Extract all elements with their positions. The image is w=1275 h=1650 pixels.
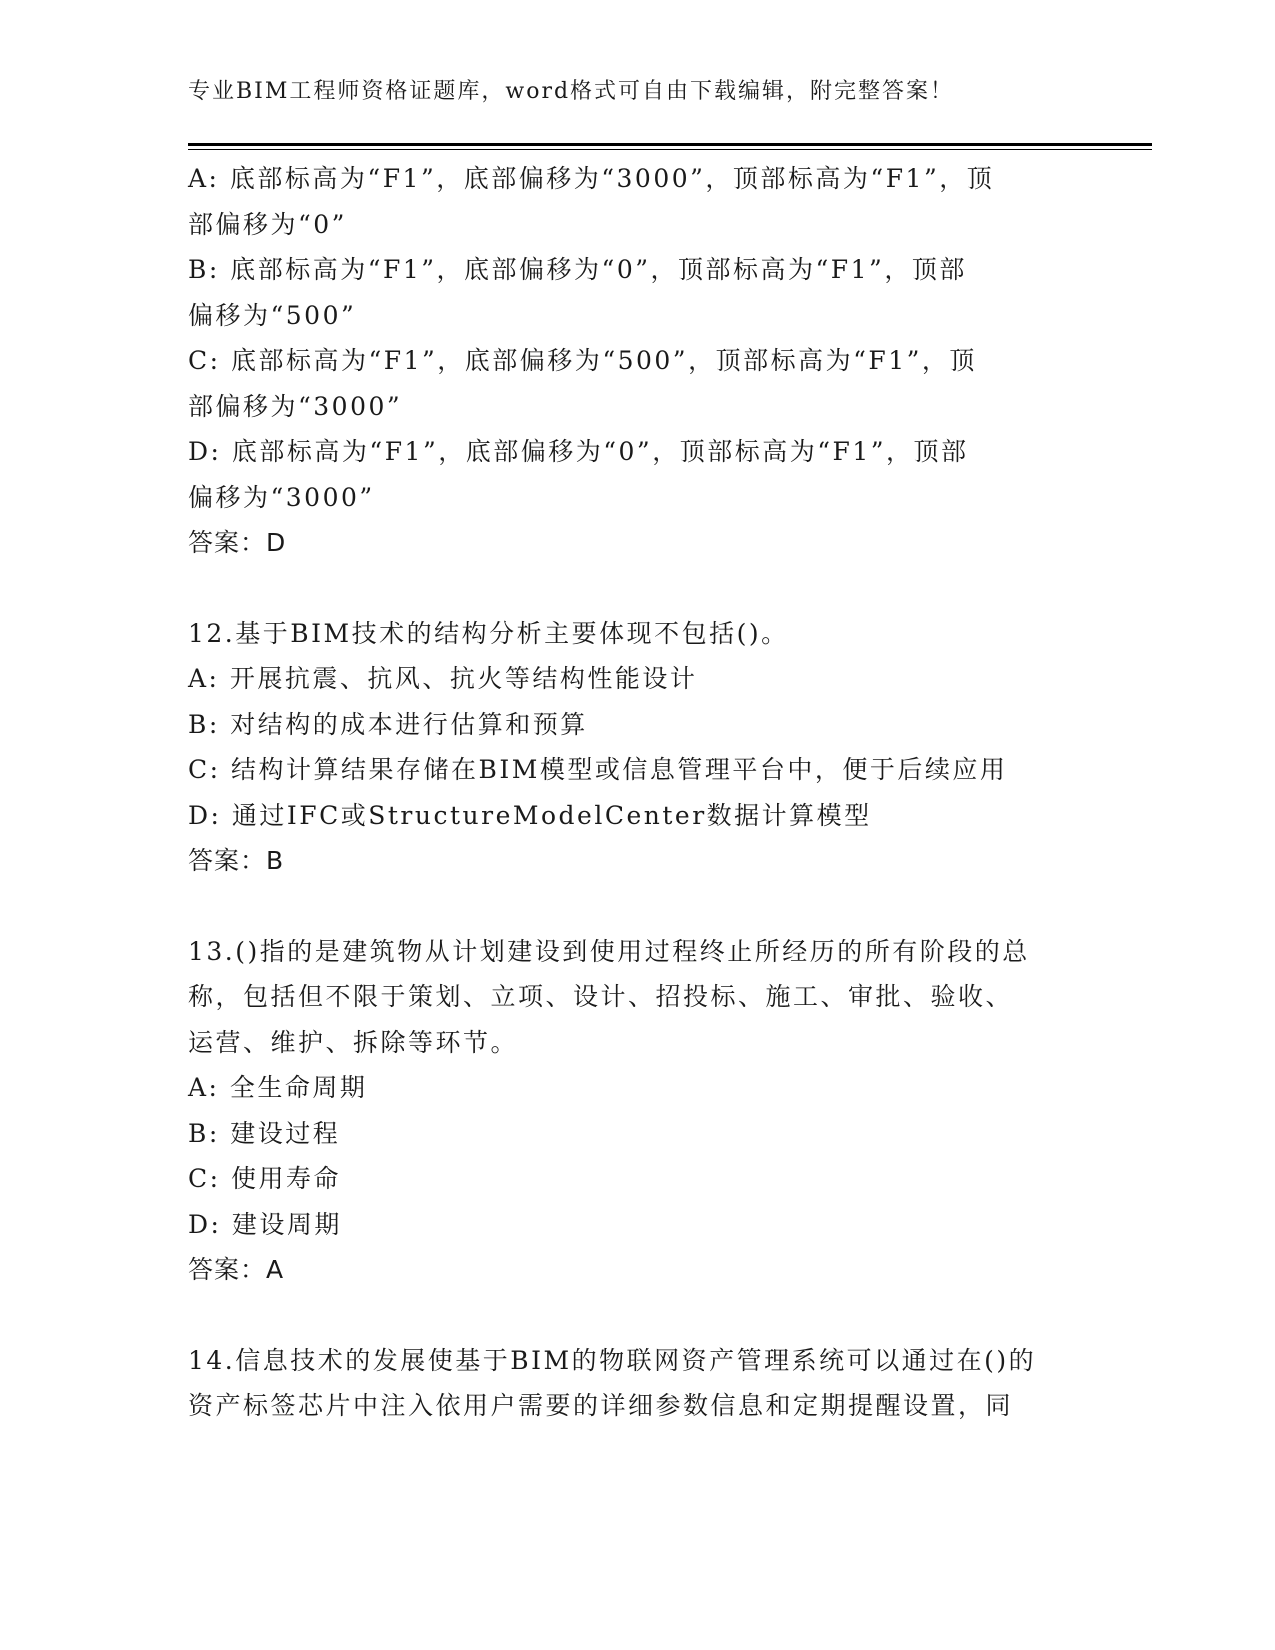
spacer	[188, 1293, 1088, 1338]
question-13	[188, 929, 1088, 1293]
option-a-line-1: A: 底部标高为“F1”，底部偏移为“3000”，顶部标高为“F1”，顶	[188, 164, 995, 193]
option-b: B: 对结构的成本进行估算和预算	[188, 709, 588, 739]
option-c: C: 结构计算结果存储在BIM模型或信息管理平台中，便于后续应用	[188, 755, 1008, 784]
option-c: C: 使用寿命	[188, 1164, 341, 1193]
option-c-line-2: 部偏移为“3000”	[188, 391, 403, 421]
question-text-line-1: 13.()指的是建筑物从计划建设到使用过程终止所经历的所有阶段的总	[188, 936, 1030, 966]
option-b: B: 建设过程	[188, 1118, 341, 1148]
option-d-line-1: D: 底部标高为“F1”，底部偏移为“0”，顶部标高为“F1”，顶部	[188, 437, 969, 466]
answer: 答案：A	[188, 1255, 285, 1284]
header-rule-thick	[188, 143, 1152, 146]
question-text-line-2: 称，包括但不限于策划、立项、设计、招投标、施工、审批、验收、	[188, 982, 1014, 1011]
question-text-line-2: 资产标签芯片中注入依用户需要的详细参数信息和定期提醒设置，同	[188, 1391, 1014, 1420]
document-body	[188, 156, 1088, 1429]
question-text-line-3: 运营、维护、拆除等环节。	[188, 1027, 519, 1057]
option-a: A: 全生命周期	[188, 1073, 368, 1102]
question-text-line-1: 14.信息技术的发展使基于BIM的物联网资产管理系统可以通过在()的	[188, 1345, 1037, 1375]
spacer	[188, 884, 1088, 929]
option-a-line-2: 部偏移为“0”	[188, 209, 347, 239]
option-c-line-1: C: 底部标高为“F1”，底部偏移为“500”，顶部标高为“F1”，顶	[188, 346, 977, 375]
page-header: 专业BIM工程师资格证题库，word格式可自由下载编辑，附完整答案！	[188, 79, 955, 104]
spacer	[188, 566, 1088, 611]
option-d-line-2: 偏移为“3000”	[188, 482, 375, 512]
header-rule-thin	[188, 149, 1152, 150]
question-text: 12.基于BIM技术的结构分析主要体现不包括()。	[188, 618, 789, 648]
option-d: D: 通过IFC或StructureModelCenter数据计算模型	[188, 800, 872, 830]
option-b-line-1: B: 底部标高为“F1”，底部偏移为“0”，顶部标高为“F1”，顶部	[188, 255, 967, 284]
option-a: A: 开展抗震、抗风、抗火等结构性能设计	[188, 664, 698, 693]
option-b-line-2: 偏移为“500”	[188, 300, 357, 330]
answer: 答案：D	[188, 528, 287, 557]
question-11	[188, 156, 1088, 566]
option-d: D: 建设周期	[188, 1209, 342, 1239]
question-14	[188, 1338, 1088, 1429]
answer: 答案：B	[188, 846, 285, 875]
question-12	[188, 611, 1088, 884]
